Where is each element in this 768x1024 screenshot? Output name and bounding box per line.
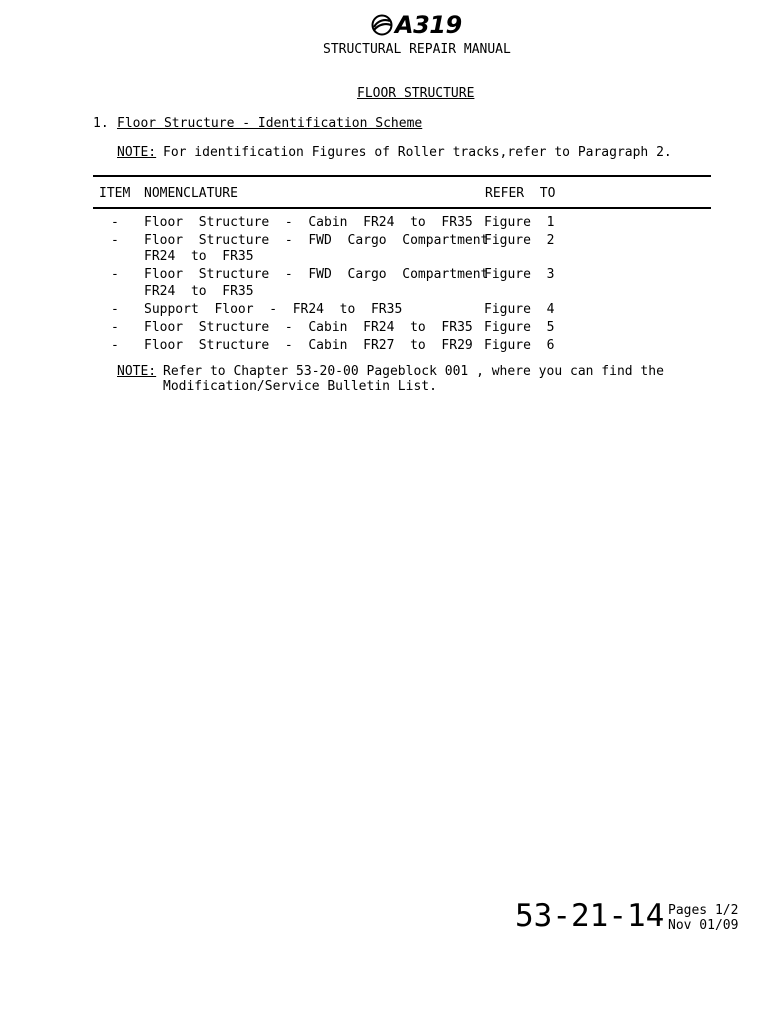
column-header-refer: REFER TO: [485, 186, 556, 201]
paragraph-title: Floor Structure - Identification Scheme: [117, 116, 423, 131]
section-title: FLOOR STRUCTURE: [357, 86, 475, 101]
table-row-refer: Figure 6: [484, 338, 555, 353]
table-row-nomenclature: Support Floor - FR24 to FR35: [144, 302, 403, 317]
revision-date: Nov 01/09: [668, 918, 739, 933]
note-text: Refer to Chapter 53-20-00 Pageblock 001 , where you can find the: [163, 364, 664, 379]
table-row-nomenclature: Floor Structure - Cabin FR27 to FR29: [144, 338, 473, 353]
table-row-item: -: [111, 302, 119, 317]
table-row-nomenclature: Floor Structure - Cabin FR24 to FR35: [144, 215, 473, 230]
note-label: NOTE:: [117, 145, 157, 160]
airbus-swirl-icon: [371, 14, 393, 36]
table-row-item: -: [111, 215, 119, 230]
table-top-rule: [93, 175, 711, 177]
note-text-cont: Modification/Service Bulletin List.: [163, 379, 437, 394]
table-row-refer: Figure 3: [484, 267, 555, 282]
column-header-item: ITEM: [99, 186, 131, 201]
note-label: NOTE:: [117, 364, 157, 379]
aircraft-model: A319: [395, 11, 462, 39]
table-row-item: -: [111, 267, 119, 282]
airbus-logo: [371, 12, 462, 38]
note-text: For identification Figures of Roller tracks,refer to Paragraph 2.: [163, 145, 672, 160]
table-row-refer: Figure 1: [484, 215, 555, 230]
table-row-refer: Figure 5: [484, 320, 555, 335]
table-row-refer: Figure 4: [484, 302, 555, 317]
table-row-nomenclature-cont: FR24 to FR35: [144, 284, 254, 299]
table-header-rule: [93, 207, 711, 209]
page-info: [668, 903, 738, 933]
paragraph-number: 1.: [93, 116, 109, 131]
table-row-nomenclature: Floor Structure - Cabin FR24 to FR35: [144, 320, 473, 335]
table-row-refer: Figure 2: [484, 233, 555, 248]
manual-title: STRUCTURAL REPAIR MANUAL: [323, 42, 511, 57]
table-row-item: -: [111, 320, 119, 335]
table-row-nomenclature: Floor Structure - FWD Cargo Compartment: [144, 267, 489, 282]
table-row-nomenclature: Floor Structure - FWD Cargo Compartment: [144, 233, 489, 248]
table-row-item: -: [111, 233, 119, 248]
document-number: 53-21-14: [515, 898, 665, 934]
table-row-item: -: [111, 338, 119, 353]
page-count: Pages 1/2: [668, 903, 739, 918]
table-row-nomenclature-cont: FR24 to FR35: [144, 249, 254, 264]
column-header-nomenclature: NOMENCLATURE: [144, 186, 238, 201]
